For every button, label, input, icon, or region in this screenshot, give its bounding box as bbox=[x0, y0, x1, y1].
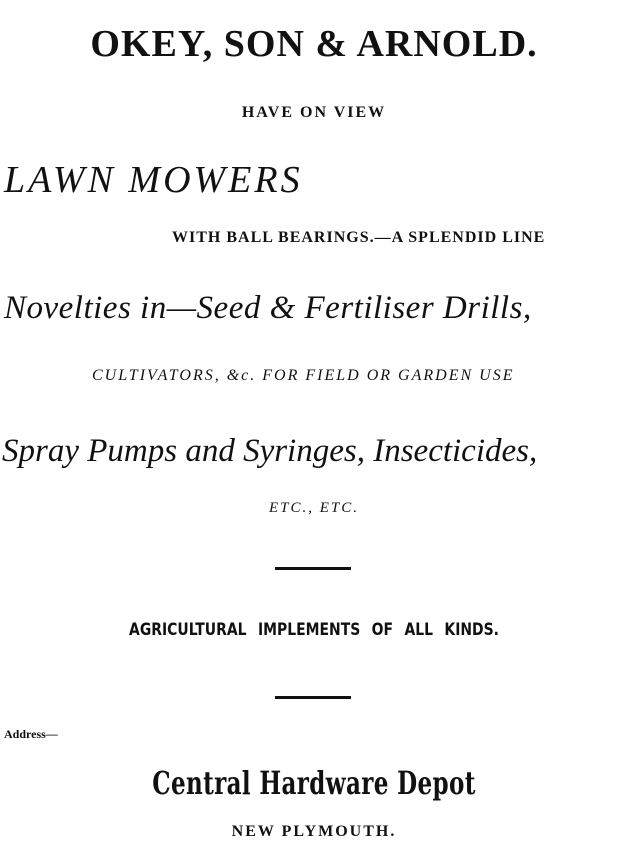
lawn-mowers-heading: LAWN MOWERS bbox=[4, 159, 303, 201]
firm-name: OKEY, SON & ARNOLD. bbox=[90, 23, 538, 65]
agricultural-implements-line: AGRICULTURAL IMPLEMENTS OF ALL KINDS. bbox=[129, 620, 499, 640]
divider-rule bbox=[275, 696, 351, 699]
divider-rule bbox=[275, 567, 351, 570]
cultivators-line: CULTIVATORS, &c. FOR FIELD OR GARDEN USE bbox=[92, 367, 515, 384]
tagline: HAVE ON VIEW bbox=[241, 104, 387, 121]
place-name: NEW PLYMOUTH. bbox=[231, 823, 397, 840]
novelties-heading: Novelties in—Seed & Fertiliser Drills, bbox=[4, 290, 532, 326]
address-label: Address— bbox=[4, 727, 58, 741]
spray-pumps-heading: Spray Pumps and Syringes, Insecticides, bbox=[2, 433, 538, 469]
depot-name: Central Hardware Depot bbox=[152, 764, 476, 802]
ball-bearings-line: WITH BALL BEARINGS.—A SPLENDID LINE bbox=[172, 229, 546, 246]
etc-line: ETC., ETC. bbox=[268, 500, 360, 516]
